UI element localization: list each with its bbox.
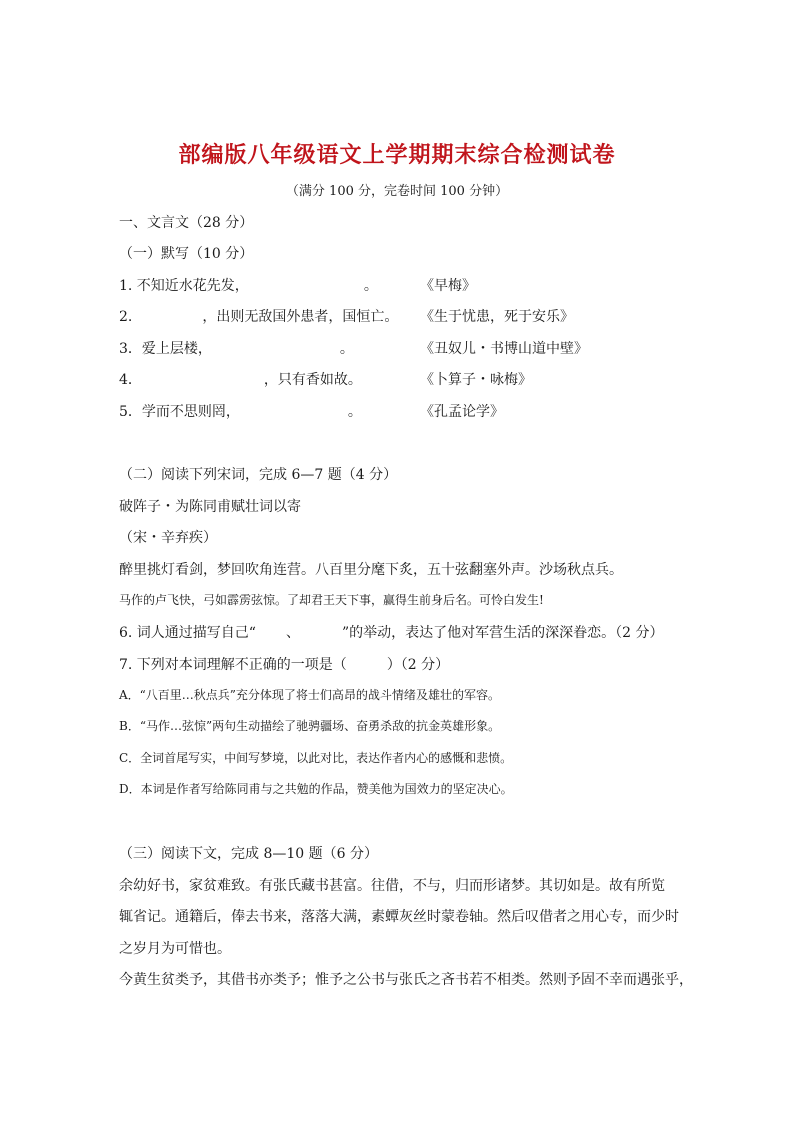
passage-line-4: 今黄生贫类予，其借书亦类予；惟予之公书与张氏之吝书若不相类。然则予固不幸而遇张乎，	[119, 972, 693, 988]
dictation-source-5: 《孔孟论学》	[420, 404, 504, 420]
poem-line-2: 马作的卢飞快，弓如霹雳弦惊。了却君王天下事，赢得生前身后名。可怜白发生!	[119, 593, 544, 607]
dictation-source-3: 《丑奴儿・书博山道中壁》	[420, 341, 588, 357]
exam-title: 部编版八年级语文上学期期末综合检测试卷	[178, 142, 616, 168]
section-heading: 一、文言文（28 分）	[119, 215, 254, 231]
dictation-source-1: 《早梅》	[420, 278, 476, 294]
part1-heading: （一）默写（10 分）	[119, 246, 254, 262]
poem-title: 破阵子・为陈同甫赋壮词以寄	[119, 499, 301, 515]
poem-line-1: 醉里挑灯看剑，梦回吹角连营。八百里分麾下炙，五十弦翻塞外声。沙场秋点兵。	[119, 562, 623, 578]
option-b: B．“马作…弦惊”两句生动描绘了驰骋疆场、奋勇杀敌的抗金英雄形象。	[119, 719, 501, 733]
dictation-source-4: 《卜算子・咏梅》	[420, 372, 532, 388]
part3-heading: （三）阅读下文，完成 8—10 题（6 分）	[119, 846, 378, 862]
option-c: C．全词首尾写实，中间写梦境，以此对比，表达作者内心的感慨和悲愤。	[119, 751, 513, 765]
exam-subtitle: （满分 100 分，完卷时间 100 分钟）	[285, 184, 509, 199]
question-6: 6. 词人通过描写自己“ 、 ”的举动，表达了他对军营生活的深深眷恋。（2 分）	[119, 625, 664, 641]
passage-line-2: 辄省记。通籍后，俸去书来，落落大满，素蟫灰丝时蒙卷轴。然后叹借者之用心专，而少时	[119, 909, 679, 925]
dictation-item-2: 2. ，出则无敌国外患者，国恒亡。	[119, 309, 399, 325]
passage-line-1: 余幼好书，家贫难致。有张氏藏书甚富。往借，不与，归而形诸梦。其切如是。故有所览	[119, 878, 665, 894]
dictation-item-1: 1. 不知近水花先发， 。	[119, 278, 378, 294]
poem-author: （宋・辛弃疾）	[119, 530, 217, 546]
dictation-item-5: 5．学而不思则罔， 。	[119, 404, 362, 420]
option-d: D．本词是作者写给陈同甫与之共勉的作品，赞美他为国效力的坚定决心。	[119, 782, 513, 796]
dictation-source-2: 《生于忧患，死于安乐》	[420, 309, 574, 325]
dictation-item-4: 4． ，只有香如故。	[119, 372, 362, 388]
passage-line-3: 之岁月为可惜也。	[119, 941, 231, 957]
dictation-item-3: 3．爱上层楼， 。	[119, 341, 354, 357]
option-a: A．“八百里…秋点兵”充分体现了将士们高昂的战斗情绪及雄壮的军容。	[119, 688, 500, 702]
part2-heading: （二）阅读下列宋词，完成 6—7 题（4 分）	[119, 467, 398, 483]
question-7: 7. 下列对本词理解不正确的一项是（ ）（2 分）	[119, 657, 450, 673]
